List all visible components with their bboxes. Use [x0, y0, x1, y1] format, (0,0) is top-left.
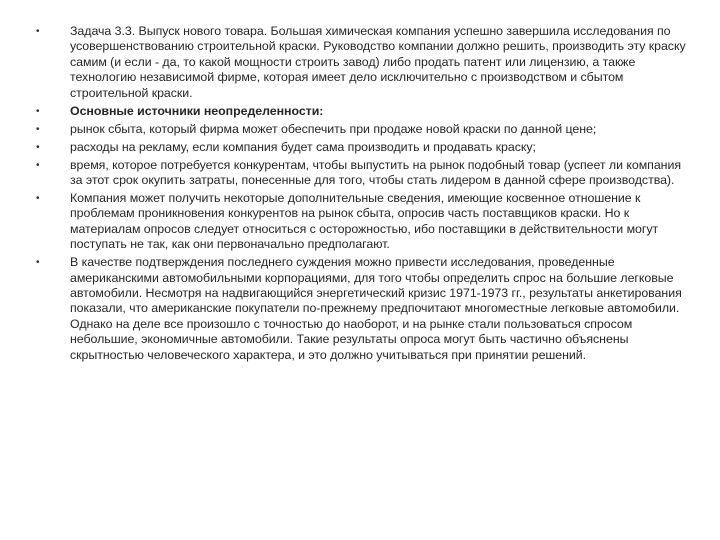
bullet-icon: •	[36, 159, 40, 171]
bullet-icon: •	[36, 141, 40, 153]
task-description-item	[36, 24, 690, 101]
additional-info-item	[36, 191, 690, 253]
task-description-text: Задача 3.3. Выпуск нового товара. Большая химическая компания успешно завершила исследования по усовершенствованию строительной краски. Руководство компании должно решить, производить эту краску самим (и если - да, то какой мощности строить завод) либо продать патент или лицензию, а также технологию независимой фирме, которая имеет дело исключительно с производством и сбытом строительной краски.	[70, 24, 686, 100]
advertising-text: расходы на рекламу, если компания будет сама производить и продавать краску;	[70, 139, 536, 154]
competitor-time-text: время, которое потребуется конкурентам, чтобы выпустить на рынок подобный товар (успеет ли компания за этот срок окупить затраты, понесенные для того, чтобы стать лидером в данной сфере производства).	[70, 157, 681, 188]
bullet-icon: •	[36, 105, 40, 117]
bullet-icon: •	[36, 193, 40, 205]
bullet-icon: •	[36, 26, 40, 37]
additional-info-text: Компания может получить некоторые дополнительные сведения, имеющие косвенное отношение к проблемам проникновения конкурентов на рынок сбыта, опросив часть поставщиков краски. Но к материалам опросов следует относиться с осторожностью, ибо поставщики в действительности могут поступать не так, как они первоначально предполагают.	[70, 191, 659, 252]
competitor-time-item	[36, 158, 690, 189]
market-text: рынок сбыта, который фирма может обеспечить при продаже новой краски по данной цене;	[70, 121, 597, 136]
uncertainty-heading-text: Основные источники неопределенности:	[70, 103, 324, 118]
market-item	[36, 122, 690, 137]
advertising-item	[36, 140, 690, 155]
bullet-icon: •	[36, 257, 40, 269]
bullet-icon: •	[36, 123, 40, 135]
confirmation-example-text: В качестве подтверждения последнего суждения можно привести исследования, проведенные американскими автомобильными корпорациями, для того чтобы определить спрос на большие легковые автомобили. Несмотря на надвигающийся энергетический кризис 1971-1973 гг., результаты анкетирования показали, что американские покупатели по-прежнему предпочитают многоместные легковые автомобили. Однако на деле все произошло с точностью до наоборот, и на рынке стали пользоваться спросом небольшие, экономичные автомобили. Такие результаты опроса могут быть частично объяснены скрытностью человеческого характера, и это должно учитываться при принятии решений.	[70, 255, 682, 362]
bullet-list	[36, 24, 690, 366]
uncertainty-heading-item	[36, 104, 690, 119]
confirmation-example-item	[36, 255, 690, 363]
